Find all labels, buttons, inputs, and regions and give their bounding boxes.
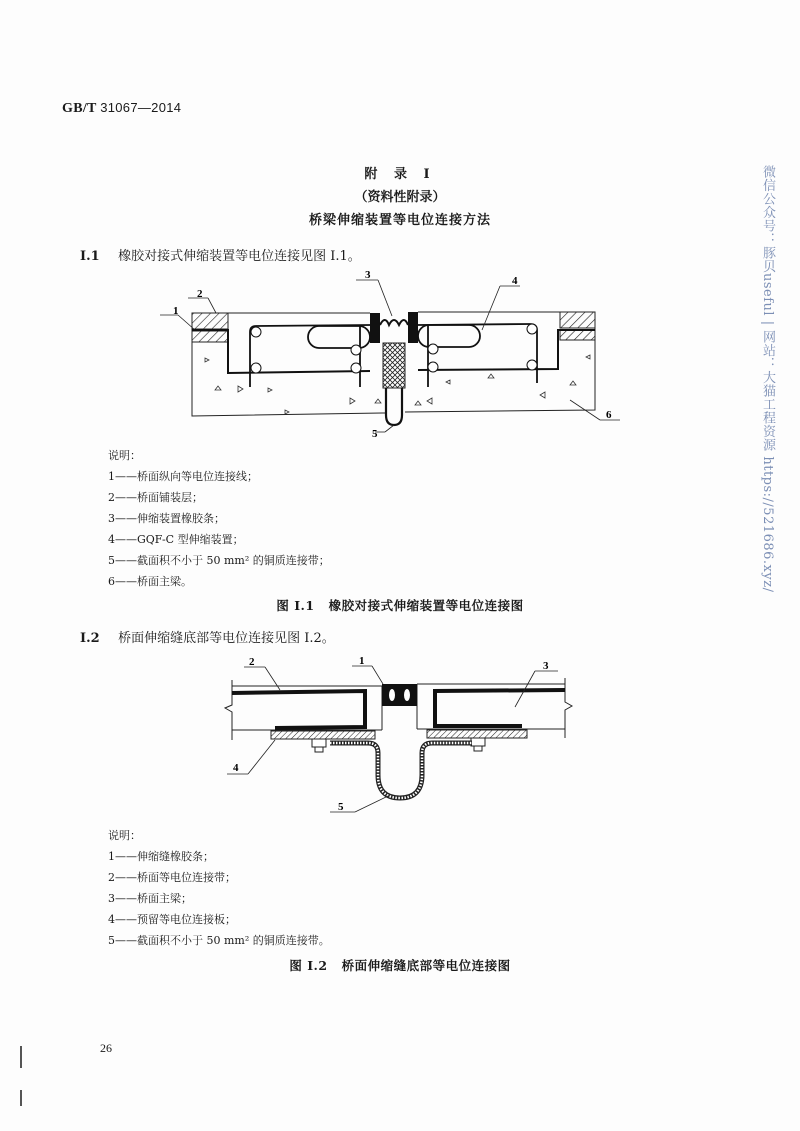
clause-i1: [80, 245, 361, 264]
callout-4: 4: [233, 762, 239, 774]
appendix-heading: 桥梁伸缩装置等电位连接方法: [308, 213, 491, 228]
note-item: 5——截面积不小于 50 mm² 的铜质连接带；: [108, 554, 330, 567]
caption-number: 图 I.2: [289, 958, 328, 973]
notes-title: 说明：: [108, 449, 141, 462]
appendix-type: （资料性附录）: [354, 190, 446, 205]
note-item: 3——桥面主梁；: [108, 892, 192, 905]
scan-edge-mark: [20, 1090, 22, 1106]
callout-3: 3: [543, 660, 549, 672]
standard-prefix: GB/T: [62, 101, 97, 116]
clause-number: I.2: [80, 631, 100, 646]
callout-1: 1: [359, 655, 365, 667]
standard-header: [62, 100, 181, 117]
clause-text: 桥面伸缩缝底部等电位连接见图 I.2。: [118, 631, 335, 646]
callout-1: 1: [173, 305, 179, 317]
clause-i2: [80, 627, 335, 646]
figure-i1-notes: [108, 445, 330, 592]
figure-i1-caption: [0, 596, 800, 614]
figure-i1-diagram: [160, 270, 620, 440]
clause-text: 橡胶对接式伸缩装置等电位连接见图 I.1。: [118, 249, 361, 264]
note-item: 4——GQF-C 型伸缩装置；: [108, 533, 244, 546]
caption-text: 桥面伸缩缝底部等电位连接图: [341, 958, 511, 973]
caption-text: 橡胶对接式伸缩装置等电位连接图: [328, 598, 524, 613]
callout-5: 5: [372, 428, 378, 440]
clause-number: I.1: [80, 249, 100, 264]
standard-number: 31067—2014: [100, 100, 182, 115]
note-item: 5——截面积不小于 50 mm² 的铜质连接带。: [108, 934, 330, 947]
callout-4: 4: [512, 275, 518, 287]
note-item: 3——伸缩装置橡胶条；: [108, 512, 225, 525]
side-watermark: 微信公众号：豚贝useful | 网站：大猫工程资源 https://521686.xyz/: [760, 165, 775, 593]
note-item: 4——预留等电位连接板；: [108, 913, 236, 926]
callout-2: 2: [197, 288, 203, 300]
note-item: 6——桥面主梁。: [108, 575, 192, 588]
callout-3: 3: [365, 270, 371, 281]
figure-i2-caption: [0, 956, 800, 974]
callout-6: 6: [606, 409, 612, 421]
note-item: 2——桥面等电位连接带；: [108, 871, 236, 884]
callout-5: 5: [338, 801, 344, 813]
caption-number: 图 I.1: [276, 598, 315, 613]
appendix-title: 附 录 I: [364, 167, 436, 182]
page-number: 26: [100, 1041, 112, 1055]
figure-i2-notes: [108, 825, 330, 951]
figure-i2-diagram: [210, 650, 590, 820]
scan-edge-mark: [20, 1046, 22, 1068]
note-item: 1——伸缩缝橡胶条；: [108, 850, 214, 863]
note-item: 1——桥面纵向等电位连接线；: [108, 470, 258, 483]
note-item: 2——桥面铺装层；: [108, 491, 203, 504]
callout-2: 2: [249, 656, 255, 668]
notes-title: 说明：: [108, 829, 141, 842]
